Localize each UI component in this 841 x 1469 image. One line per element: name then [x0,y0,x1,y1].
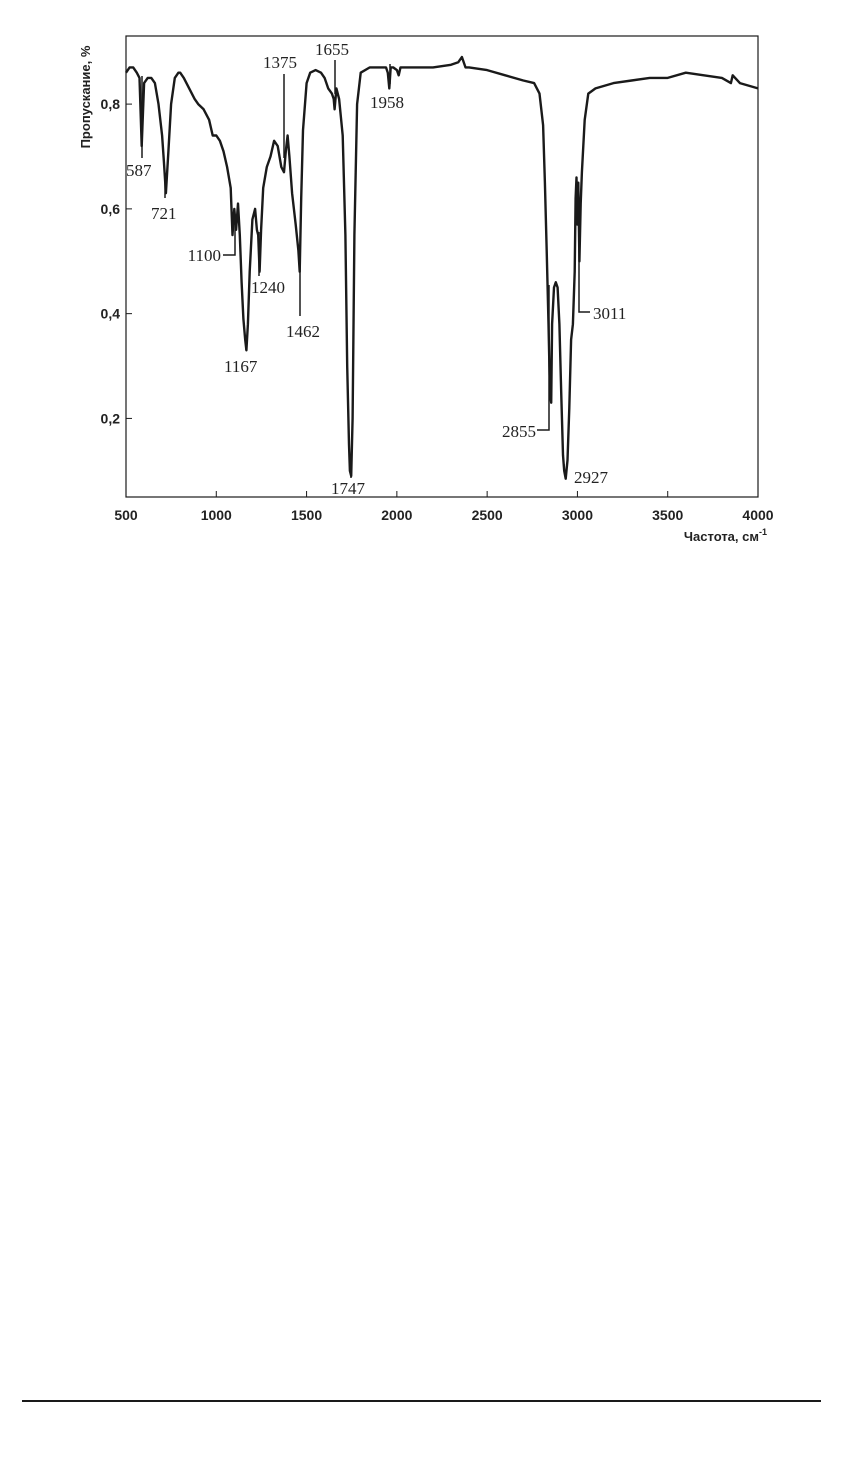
x-tick-label: 1000 [200,507,232,523]
peak-annotations [126,40,626,498]
x-tick-label: 3000 [561,507,594,523]
y-tick-label: 0,6 [100,200,120,217]
page-divider [22,1400,821,1402]
peak-label: 587 [126,161,152,180]
y-tick-label: 0,2 [100,410,120,427]
y-axis-ticks [101,96,132,426]
x-axis-ticks [114,491,773,523]
y-axis-title: Пропускание, % [78,45,93,149]
peak-label: 2927 [574,468,608,487]
peak-label: 1655 [315,40,349,59]
peak-label: 721 [151,204,177,223]
x-tick-label: 500 [114,507,138,523]
spectrum-line [126,57,758,479]
peak-label: 1167 [224,357,258,376]
x-tick-label: 3500 [652,507,684,523]
y-tick-label: 0,8 [100,96,120,113]
x-tick-label: 2500 [471,507,503,523]
peak-label: 1100 [187,246,221,265]
peak-label: 2855 [502,422,536,441]
ir-spectrum-chart [0,0,841,560]
x-axis-title: Частота, $см^{-1}$ [683,527,767,544]
x-tick-label: 2000 [381,507,413,523]
y-tick-label: 0,4 [100,305,120,322]
peak-label: 1375 [263,53,297,72]
peak-label: 3011 [593,304,627,323]
peak-label: 1958 [370,93,404,112]
x-tick-label: 1500 [290,507,323,523]
x-tick-label: 4000 [742,507,774,523]
peak-label: 1240 [251,278,285,297]
peak-label: 1462 [286,322,320,341]
peak-label: 1747 [331,479,365,498]
plot-frame [126,36,758,497]
